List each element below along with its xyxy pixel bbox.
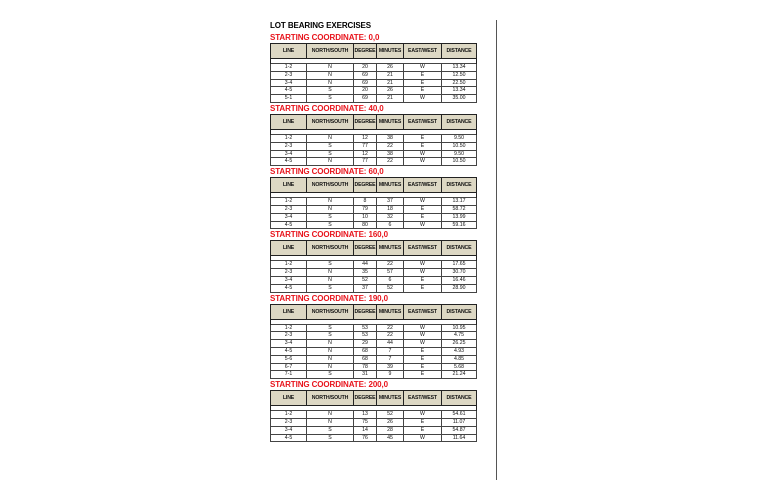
header-minutes: MINUTES xyxy=(377,241,404,256)
north-south-cell: S xyxy=(307,87,354,95)
east-west-cell: E xyxy=(404,371,442,379)
minutes-cell: 45 xyxy=(377,434,404,442)
east-west-cell: E xyxy=(404,426,442,434)
starting-coordinate-heading: STARTING COORDINATE: 160,0 xyxy=(270,230,389,240)
degree-cell: 12 xyxy=(354,150,377,158)
distance-cell: 28.90 xyxy=(442,284,477,292)
bearing-table xyxy=(270,240,477,292)
east-west-cell: E xyxy=(404,134,442,142)
distance-cell: 16.46 xyxy=(442,276,477,284)
east-west-cell: W xyxy=(404,158,442,166)
east-west-cell: W xyxy=(404,150,442,158)
minutes-cell: 39 xyxy=(377,363,404,371)
minutes-cell: 44 xyxy=(377,340,404,348)
minutes-cell: 57 xyxy=(377,269,404,277)
table-row xyxy=(271,434,477,442)
north-south-cell: S xyxy=(307,221,354,229)
line-cell: 3-4 xyxy=(271,150,307,158)
minutes-cell: 28 xyxy=(377,426,404,434)
bearing-table xyxy=(270,390,477,442)
header-line: LINE xyxy=(271,178,307,193)
distance-cell: 11.07 xyxy=(442,418,477,426)
table-row xyxy=(271,213,477,221)
north-south-cell: N xyxy=(307,340,354,348)
degree-cell: 44 xyxy=(354,261,377,269)
distance-cell: 10.95 xyxy=(442,324,477,332)
east-west-cell: W xyxy=(404,434,442,442)
table-row xyxy=(271,205,477,213)
minutes-cell: 37 xyxy=(377,198,404,206)
line-cell: 4-5 xyxy=(271,347,307,355)
line-cell: 3-4 xyxy=(271,340,307,348)
header-distance: DISTANCE xyxy=(442,44,477,59)
distance-cell: 54.87 xyxy=(442,426,477,434)
table-row xyxy=(271,261,477,269)
north-south-cell: N xyxy=(307,205,354,213)
east-west-cell: W xyxy=(404,269,442,277)
line-cell: 2-3 xyxy=(271,71,307,79)
east-west-cell: E xyxy=(404,87,442,95)
starting-coordinate-heading: STARTING COORDINATE: 0,0 xyxy=(270,33,380,42)
minutes-cell: 22 xyxy=(377,158,404,166)
distance-cell: 13.99 xyxy=(442,213,477,221)
distance-cell: 4.93 xyxy=(442,347,477,355)
table-row xyxy=(271,363,477,371)
starting-coordinate-heading: STARTING COORDINATE: 40,0 xyxy=(270,103,384,113)
table-header-row xyxy=(271,391,477,406)
east-west-cell: E xyxy=(404,284,442,292)
degree-cell: 69 xyxy=(354,71,377,79)
table-row xyxy=(271,332,477,340)
degree-cell: 20 xyxy=(354,64,377,72)
header-east-west: EAST/WEST xyxy=(404,304,442,319)
page-divider-line xyxy=(496,20,497,480)
table-row xyxy=(271,64,477,72)
minutes-cell: 7 xyxy=(377,355,404,363)
north-south-cell: S xyxy=(307,371,354,379)
table-row xyxy=(271,276,477,284)
line-cell: 4-5 xyxy=(271,221,307,229)
minutes-cell: 26 xyxy=(377,64,404,72)
table-row xyxy=(271,355,477,363)
degree-cell: 14 xyxy=(354,426,377,434)
line-cell: 3-4 xyxy=(271,79,307,87)
table-row xyxy=(271,411,477,419)
header-minutes: MINUTES xyxy=(377,304,404,319)
table-header-row xyxy=(271,44,477,59)
distance-cell: 22.50 xyxy=(442,79,477,87)
minutes-cell: 21 xyxy=(377,95,404,103)
east-west-cell: W xyxy=(404,324,442,332)
north-south-cell: N xyxy=(307,134,354,142)
line-cell: 2-3 xyxy=(271,205,307,213)
north-south-cell: N xyxy=(307,418,354,426)
north-south-cell: S xyxy=(307,150,354,158)
east-west-cell: E xyxy=(404,213,442,221)
minutes-cell: 26 xyxy=(377,87,404,95)
header-distance: DISTANCE xyxy=(442,241,477,256)
header-distance: DISTANCE xyxy=(442,304,477,319)
distance-cell: 9.50 xyxy=(442,150,477,158)
distance-cell: 35.00 xyxy=(442,95,477,103)
minutes-cell: 6 xyxy=(377,221,404,229)
line-cell: 1-2 xyxy=(271,198,307,206)
degree-cell: 29 xyxy=(354,340,377,348)
minutes-cell: 38 xyxy=(377,150,404,158)
east-west-cell: E xyxy=(404,363,442,371)
header-line: LINE xyxy=(271,44,307,59)
degree-cell: 20 xyxy=(354,87,377,95)
degree-cell: 8 xyxy=(354,198,377,206)
north-south-cell: S xyxy=(307,261,354,269)
minutes-cell: 22 xyxy=(377,324,404,332)
header-line: LINE xyxy=(271,391,307,406)
degree-cell: 10 xyxy=(354,213,377,221)
north-south-cell: N xyxy=(307,363,354,371)
east-west-cell: W xyxy=(404,221,442,229)
north-south-cell: N xyxy=(307,71,354,79)
north-south-cell: N xyxy=(307,355,354,363)
line-cell: 4-5 xyxy=(271,87,307,95)
line-cell: 1-2 xyxy=(271,134,307,142)
distance-cell: 13.17 xyxy=(442,198,477,206)
north-south-cell: N xyxy=(307,269,354,277)
line-cell: 6-7 xyxy=(271,363,307,371)
starting-coordinate-heading: STARTING COORDINATE: 60,0 xyxy=(270,167,384,177)
distance-cell: 58.72 xyxy=(442,205,477,213)
table-row xyxy=(271,340,477,348)
table-row xyxy=(271,198,477,206)
degree-cell: 35 xyxy=(354,269,377,277)
table-row xyxy=(271,426,477,434)
north-south-cell: S xyxy=(307,434,354,442)
east-west-cell: E xyxy=(404,355,442,363)
distance-cell: 13.34 xyxy=(442,87,477,95)
table-header-row xyxy=(271,304,477,319)
header-minutes: MINUTES xyxy=(377,391,404,406)
minutes-cell: 22 xyxy=(377,142,404,150)
table-row xyxy=(271,284,477,292)
bearing-table xyxy=(270,114,477,166)
header-distance: DISTANCE xyxy=(442,391,477,406)
distance-cell: 13.34 xyxy=(442,64,477,72)
header-degree: DEGREE xyxy=(354,44,377,59)
north-south-cell: N xyxy=(307,79,354,87)
minutes-cell: 26 xyxy=(377,418,404,426)
header-line: LINE xyxy=(271,114,307,129)
table-row xyxy=(271,87,477,95)
line-cell: 4-5 xyxy=(271,158,307,166)
bearing-table xyxy=(270,304,477,380)
north-south-cell: N xyxy=(307,158,354,166)
east-west-cell: E xyxy=(404,276,442,284)
degree-cell: 53 xyxy=(354,332,377,340)
header-north-south: NORTH/SOUTH xyxy=(307,178,354,193)
degree-cell: 53 xyxy=(354,324,377,332)
east-west-cell: E xyxy=(404,79,442,87)
header-minutes: MINUTES xyxy=(377,44,404,59)
distance-cell: 12.50 xyxy=(442,71,477,79)
degree-cell: 78 xyxy=(354,363,377,371)
line-cell: 1-2 xyxy=(271,64,307,72)
table-row xyxy=(271,221,477,229)
header-north-south: NORTH/SOUTH xyxy=(307,241,354,256)
distance-cell: 5.68 xyxy=(442,363,477,371)
distance-cell: 4.75 xyxy=(442,332,477,340)
north-south-cell: N xyxy=(307,276,354,284)
minutes-cell: 32 xyxy=(377,213,404,221)
header-degree: DEGREE xyxy=(354,114,377,129)
distance-cell: 11.64 xyxy=(442,434,477,442)
north-south-cell: N xyxy=(307,411,354,419)
minutes-cell: 9 xyxy=(377,371,404,379)
table-row xyxy=(271,150,477,158)
header-east-west: EAST/WEST xyxy=(404,44,442,59)
east-west-cell: E xyxy=(404,71,442,79)
degree-cell: 76 xyxy=(354,434,377,442)
line-cell: 2-3 xyxy=(271,269,307,277)
table-row xyxy=(271,95,477,103)
header-degree: DEGREE xyxy=(354,178,377,193)
header-degree: DEGREE xyxy=(354,304,377,319)
degree-cell: 77 xyxy=(354,142,377,150)
distance-cell: 59.16 xyxy=(442,221,477,229)
header-east-west: EAST/WEST xyxy=(404,178,442,193)
table-row xyxy=(271,79,477,87)
north-south-cell: S xyxy=(307,426,354,434)
table-row xyxy=(271,71,477,79)
north-south-cell: S xyxy=(307,213,354,221)
starting-coordinate-heading: STARTING COORDINATE: 200,0 xyxy=(270,380,389,390)
table-row xyxy=(271,347,477,355)
minutes-cell: 22 xyxy=(377,261,404,269)
line-cell: 5-6 xyxy=(271,355,307,363)
degree-cell: 68 xyxy=(354,355,377,363)
table-row xyxy=(271,371,477,379)
table-header-row xyxy=(271,241,477,256)
degree-cell: 77 xyxy=(354,158,377,166)
north-south-cell: N xyxy=(307,347,354,355)
header-east-west: EAST/WEST xyxy=(404,391,442,406)
distance-cell: 4.85 xyxy=(442,355,477,363)
north-south-cell: S xyxy=(307,284,354,292)
degree-cell: 69 xyxy=(354,95,377,103)
degree-cell: 12 xyxy=(354,134,377,142)
line-cell: 1-2 xyxy=(271,261,307,269)
table-row xyxy=(271,269,477,277)
north-south-cell: S xyxy=(307,332,354,340)
distance-cell: 10.50 xyxy=(442,158,477,166)
line-cell: 3-4 xyxy=(271,213,307,221)
header-minutes: MINUTES xyxy=(377,178,404,193)
header-distance: DISTANCE xyxy=(442,114,477,129)
document-title: LOT BEARING EXERCISES xyxy=(270,21,372,30)
distance-cell: 30.70 xyxy=(442,269,477,277)
line-cell: 4-5 xyxy=(271,434,307,442)
header-degree: DEGREE xyxy=(354,391,377,406)
table-header-row xyxy=(271,178,477,193)
sections-container xyxy=(270,32,476,442)
east-west-cell: W xyxy=(404,261,442,269)
minutes-cell: 21 xyxy=(377,71,404,79)
line-cell: 5-1 xyxy=(271,95,307,103)
minutes-cell: 7 xyxy=(377,347,404,355)
minutes-cell: 22 xyxy=(377,332,404,340)
header-line: LINE xyxy=(271,304,307,319)
line-cell: 2-3 xyxy=(271,418,307,426)
line-cell: 7-1 xyxy=(271,371,307,379)
header-north-south: NORTH/SOUTH xyxy=(307,44,354,59)
header-east-west: EAST/WEST xyxy=(404,241,442,256)
table-row xyxy=(271,418,477,426)
north-south-cell: N xyxy=(307,198,354,206)
degree-cell: 37 xyxy=(354,284,377,292)
header-distance: DISTANCE xyxy=(442,178,477,193)
header-degree: DEGREE xyxy=(354,241,377,256)
table-row xyxy=(271,142,477,150)
distance-cell: 10.50 xyxy=(442,142,477,150)
line-cell: 1-2 xyxy=(271,411,307,419)
east-west-cell: W xyxy=(404,411,442,419)
east-west-cell: W xyxy=(404,198,442,206)
degree-cell: 13 xyxy=(354,411,377,419)
east-west-cell: W xyxy=(404,95,442,103)
header-east-west: EAST/WEST xyxy=(404,114,442,129)
distance-cell: 54.61 xyxy=(442,411,477,419)
east-west-cell: W xyxy=(404,332,442,340)
line-cell: 2-3 xyxy=(271,332,307,340)
degree-cell: 79 xyxy=(354,205,377,213)
east-west-cell: E xyxy=(404,347,442,355)
distance-cell: 9.50 xyxy=(442,134,477,142)
east-west-cell: E xyxy=(404,418,442,426)
degree-cell: 52 xyxy=(354,276,377,284)
degree-cell: 31 xyxy=(354,371,377,379)
table-row xyxy=(271,324,477,332)
degree-cell: 68 xyxy=(354,347,377,355)
line-cell: 1-2 xyxy=(271,324,307,332)
east-west-cell: W xyxy=(404,64,442,72)
bearing-table xyxy=(270,177,477,229)
line-cell: 2-3 xyxy=(271,142,307,150)
header-minutes: MINUTES xyxy=(377,114,404,129)
table-row xyxy=(271,158,477,166)
line-cell: 4-5 xyxy=(271,284,307,292)
north-south-cell: S xyxy=(307,95,354,103)
header-north-south: NORTH/SOUTH xyxy=(307,391,354,406)
header-north-south: NORTH/SOUTH xyxy=(307,114,354,129)
distance-cell: 21.24 xyxy=(442,371,477,379)
header-north-south: NORTH/SOUTH xyxy=(307,304,354,319)
bearing-table xyxy=(270,43,477,103)
east-west-cell: E xyxy=(404,142,442,150)
minutes-cell: 21 xyxy=(377,79,404,87)
starting-coordinate-heading: STARTING COORDINATE: 190,0 xyxy=(270,293,389,303)
minutes-cell: 38 xyxy=(377,134,404,142)
degree-cell: 69 xyxy=(354,79,377,87)
table-header-row xyxy=(271,114,477,129)
north-south-cell: S xyxy=(307,324,354,332)
exercise-sheet xyxy=(270,20,476,442)
east-west-cell: E xyxy=(404,205,442,213)
minutes-cell: 52 xyxy=(377,411,404,419)
east-west-cell: W xyxy=(404,340,442,348)
degree-cell: 75 xyxy=(354,418,377,426)
line-cell: 3-4 xyxy=(271,276,307,284)
minutes-cell: 6 xyxy=(377,276,404,284)
line-cell: 3-4 xyxy=(271,426,307,434)
north-south-cell: S xyxy=(307,142,354,150)
table-row xyxy=(271,134,477,142)
minutes-cell: 18 xyxy=(377,205,404,213)
header-line: LINE xyxy=(271,241,307,256)
north-south-cell: N xyxy=(307,64,354,72)
distance-cell: 17.65 xyxy=(442,261,477,269)
distance-cell: 26.25 xyxy=(442,340,477,348)
minutes-cell: 52 xyxy=(377,284,404,292)
degree-cell: 80 xyxy=(354,221,377,229)
